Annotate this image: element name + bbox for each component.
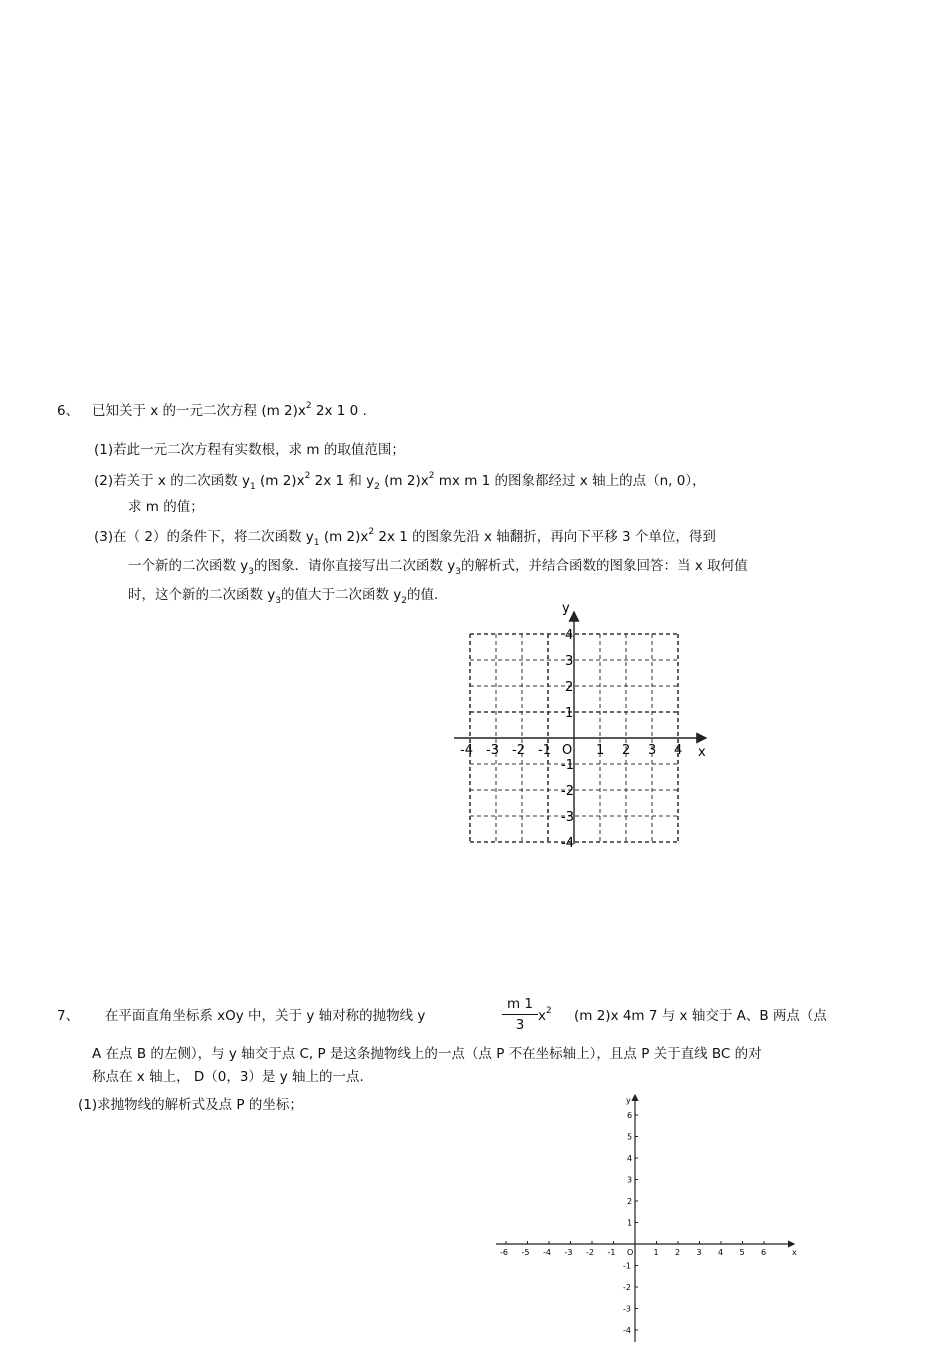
q6-number: 6、 bbox=[57, 403, 80, 419]
axes-graph-q7 bbox=[490, 1088, 810, 1344]
x-tick-label: -1 bbox=[607, 1248, 616, 1257]
y-tick-label: 4 bbox=[565, 628, 574, 643]
x-tick-label: 4 bbox=[718, 1248, 724, 1257]
y-tick-label: -2 bbox=[623, 1283, 631, 1292]
y-tick-label: -3 bbox=[623, 1304, 631, 1314]
x-tick-label: 6 bbox=[761, 1248, 767, 1257]
y-tick-label: -1 bbox=[623, 1261, 631, 1271]
x-tick-label: -6 bbox=[500, 1248, 508, 1257]
q6-part3-line2: 一个新的二次函数 $y_3$的图象．请你直接写出二次函数 $y_3$的解析式，并结合函数的图象回答：当 x 取何值 bbox=[128, 558, 748, 577]
origin-label: O bbox=[627, 1248, 634, 1257]
q7-part1: (1)求抛物线的解析式及点 P 的坐标； bbox=[78, 1097, 303, 1113]
x-tick-label: 3 bbox=[648, 743, 657, 758]
x-tick-label: 2 bbox=[675, 1248, 681, 1257]
y-tick-label: -4 bbox=[623, 1326, 631, 1335]
y-tick-label: 5 bbox=[627, 1132, 633, 1142]
q7-stem-x: $x^2$ bbox=[538, 1006, 552, 1024]
y-tick-label: 4 bbox=[627, 1154, 633, 1163]
x-tick-label: 4 bbox=[674, 743, 683, 758]
x-tick-label: 1 bbox=[596, 743, 605, 758]
x-tick-label: -3 bbox=[564, 1248, 573, 1257]
origin-label: O bbox=[562, 743, 573, 758]
y-tick-label: 2 bbox=[627, 1197, 633, 1206]
y-tick-label: 3 bbox=[565, 654, 574, 669]
q6-part3: (3)在（ 2）的条件下，将二次函数 $y_1$ (m $2)x^2$ 2x 1 的图象先沿 x 轴翻折，再向下平移 3 个单位，得到 bbox=[94, 527, 716, 548]
x-tick-label: 2 bbox=[622, 743, 631, 758]
x-tick-label: -5 bbox=[521, 1248, 530, 1257]
y-tick-label: -3 bbox=[561, 810, 574, 825]
grid-graph-q6 bbox=[450, 600, 720, 860]
y-tick-label: 6 bbox=[627, 1111, 633, 1120]
x-tick-label: -2 bbox=[512, 743, 525, 758]
q7-stem: 7、 在平面直角坐标系 xOy 中，关于 y 轴对称的抛物线 y bbox=[57, 1008, 426, 1024]
q6-part3-line3: 时，这个新的二次函数 $y_3$的值大于二次函数 $y_2$的值. bbox=[128, 587, 439, 606]
q7-line2: A 在点 B 的左侧），与 y 轴交于点 C, P 是这条抛物线上的一点（点 P 不在坐标轴上），且点 P 关于直线 BC 的对 bbox=[92, 1046, 762, 1062]
y-tick-label: 1 bbox=[565, 706, 574, 721]
x-axis-label: x bbox=[792, 1248, 797, 1257]
q6-stem: 6、 已知关于 x 的一元二次方程 (m $2)x^2$ 2x 1 0 . bbox=[57, 401, 367, 419]
q6-part2-line2: 求 m 的值； bbox=[128, 499, 204, 515]
x-tick-label: 5 bbox=[739, 1248, 745, 1257]
y-tick-label: -2 bbox=[561, 784, 574, 799]
x-tick-label: 3 bbox=[696, 1248, 702, 1257]
y-tick-label: -1 bbox=[561, 758, 574, 773]
q7-number: 7、 bbox=[57, 1008, 80, 1024]
y-axis-label: y bbox=[562, 601, 570, 616]
q7-line3: 称点在 x 轴上， D（0，3）是 y 轴上的一点. bbox=[92, 1069, 364, 1085]
x-tick-label: -4 bbox=[460, 743, 473, 758]
y-tick-label: 2 bbox=[565, 680, 574, 695]
q7-fraction: m 1 3 bbox=[498, 995, 542, 1035]
q6-part1: (1)若此一元二次方程有实数根，求 m 的取值范围； bbox=[94, 442, 405, 458]
y-axis-label: y bbox=[626, 1096, 631, 1105]
x-tick-label: -4 bbox=[543, 1248, 551, 1257]
y-tick-label: 1 bbox=[627, 1218, 633, 1228]
y-tick-label: 3 bbox=[627, 1175, 633, 1185]
q6-part2: (2)若关于 x 的二次函数 $y_1$ (m $2)x^2$ 2x 1 和 $y_2$ (m $2)x^2$ mx m 1 的图象都经过 x 轴上的点（n, 0）， bbox=[94, 471, 706, 492]
q7-stem-rest: (m 2)x 4m 7 与 x 轴交于 A、B 两点（点 bbox=[574, 1008, 827, 1024]
x-tick-label: -3 bbox=[486, 743, 499, 758]
x-tick-label: 1 bbox=[653, 1248, 659, 1257]
x-tick-label: -1 bbox=[538, 743, 551, 758]
x-tick-label: -2 bbox=[586, 1248, 594, 1257]
x-axis-label: x bbox=[698, 745, 706, 760]
y-tick-label: -4 bbox=[561, 836, 574, 851]
